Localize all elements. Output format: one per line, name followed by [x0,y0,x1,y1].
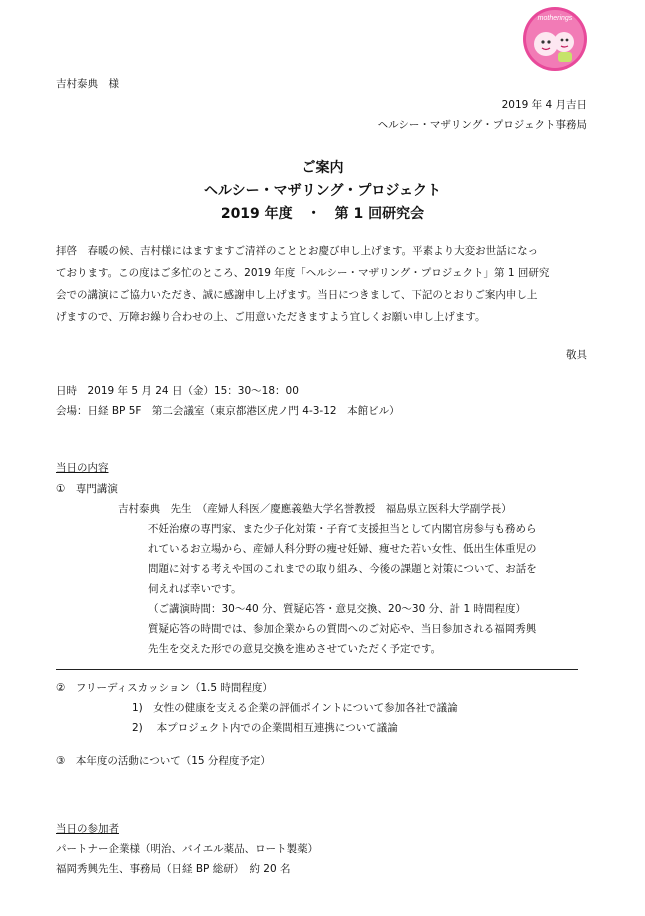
lecture-desc-line-3: 問題に対する考えや国のこれまでの取り組み、今後の課題と対策について、お話を [148,563,537,575]
agenda-item-1-title: ① 専門講演 [56,483,118,495]
section-divider [56,669,578,670]
participants-line-2: 福岡秀興先生、事務局（日経 BP 総研） 約 20 名 [56,863,291,875]
title-line-3: 2019 年度 ・ 第 1 回研究会 [220,206,425,222]
logo-text: motherings [537,15,573,22]
discussion-topic-1: 1) 女性の健康を支える企業の評価ポイントについて参加各社で議論 [132,702,458,714]
discussion-topic-2: 2) 本プロジェクト内での企業間相互連携について議論 [132,722,398,734]
speaker-line: 吉村泰典 先生 （産婦人科医／慶應義塾大学名誉教授 福島県立医科大学副学長） [118,503,512,515]
participants-line-1: パートナー企業様（明治、バイエル薬品、ロート製薬） [56,843,319,855]
recipient-name: 吉村泰典 様 [56,78,119,90]
participants-heading: 当日の参加者 [56,823,119,835]
lecture-time-note: （ご講演時間：30〜40 分、質疑応答・意見交換、20〜30 分、計 1 時間程度） [148,603,526,615]
body-line-3: 会での講演にご協力いただき、誠に感謝申し上げます。当日につきまして、下記のとおりご案内申し上 [56,289,538,301]
body-line-1: 拝啓 春暖の候、吉村様にはますますご清祥のこととお慶び申し上げます。平素より大変お世話になっ [56,245,539,257]
lecture-desc-line-2: れているお立場から、産婦人科分野の痩せ妊婦、痩せた若い女性、低出生体重児の [148,543,537,555]
lecture-desc-line-4: 伺えれば幸いです。 [148,583,242,595]
event-datetime: 日時 2019 年 5 月 24 日（金）15：30〜18：00 [56,385,299,397]
sender-office: ヘルシー・マザリング・プロジェクト事務局 [377,119,587,131]
body-line-4: げますので、万障お繰り合わせの上、ご用意いただきますよう宜しくお願い申し上げます。 [56,311,486,323]
closing-keigu: 敬具 [566,349,587,361]
agenda-heading: 当日の内容 [56,462,109,474]
agenda-item-3-title: ③ 本年度の活動について（15 分程度予定） [56,755,271,767]
body-line-2: ております。この度はご多忙のところ、2019 年度「ヘルシー・マザリング・プロジェクト」第 1 回研究 [56,267,550,279]
qa-line-1: 質疑応答の時間では、参加企業からの質問へのご対応や、当日参加される福岡秀興 [148,623,537,635]
event-venue: 会場：日経 BP 5F 第二会議室（東京都港区虎ノ門 4-3-12 本館ビル） [56,405,400,417]
letter-date: 2019 年 4 月吉日 [501,99,587,111]
qa-line-2: 先生を交えた形での意見交換を進めさせていただく予定です。 [148,643,442,655]
title-line-1: ご案内 [301,160,344,176]
title-line-2: ヘルシー・マザリング・プロジェクト [203,183,442,199]
lecture-desc-line-1: 不妊治療の専門家、また少子化対策・子育て支援担当として内閣官房参与も務めら [148,523,537,535]
motherings-logo [522,6,588,72]
agenda-item-2-title: ② フリーディスカッション（1.5 時間程度） [56,682,273,694]
